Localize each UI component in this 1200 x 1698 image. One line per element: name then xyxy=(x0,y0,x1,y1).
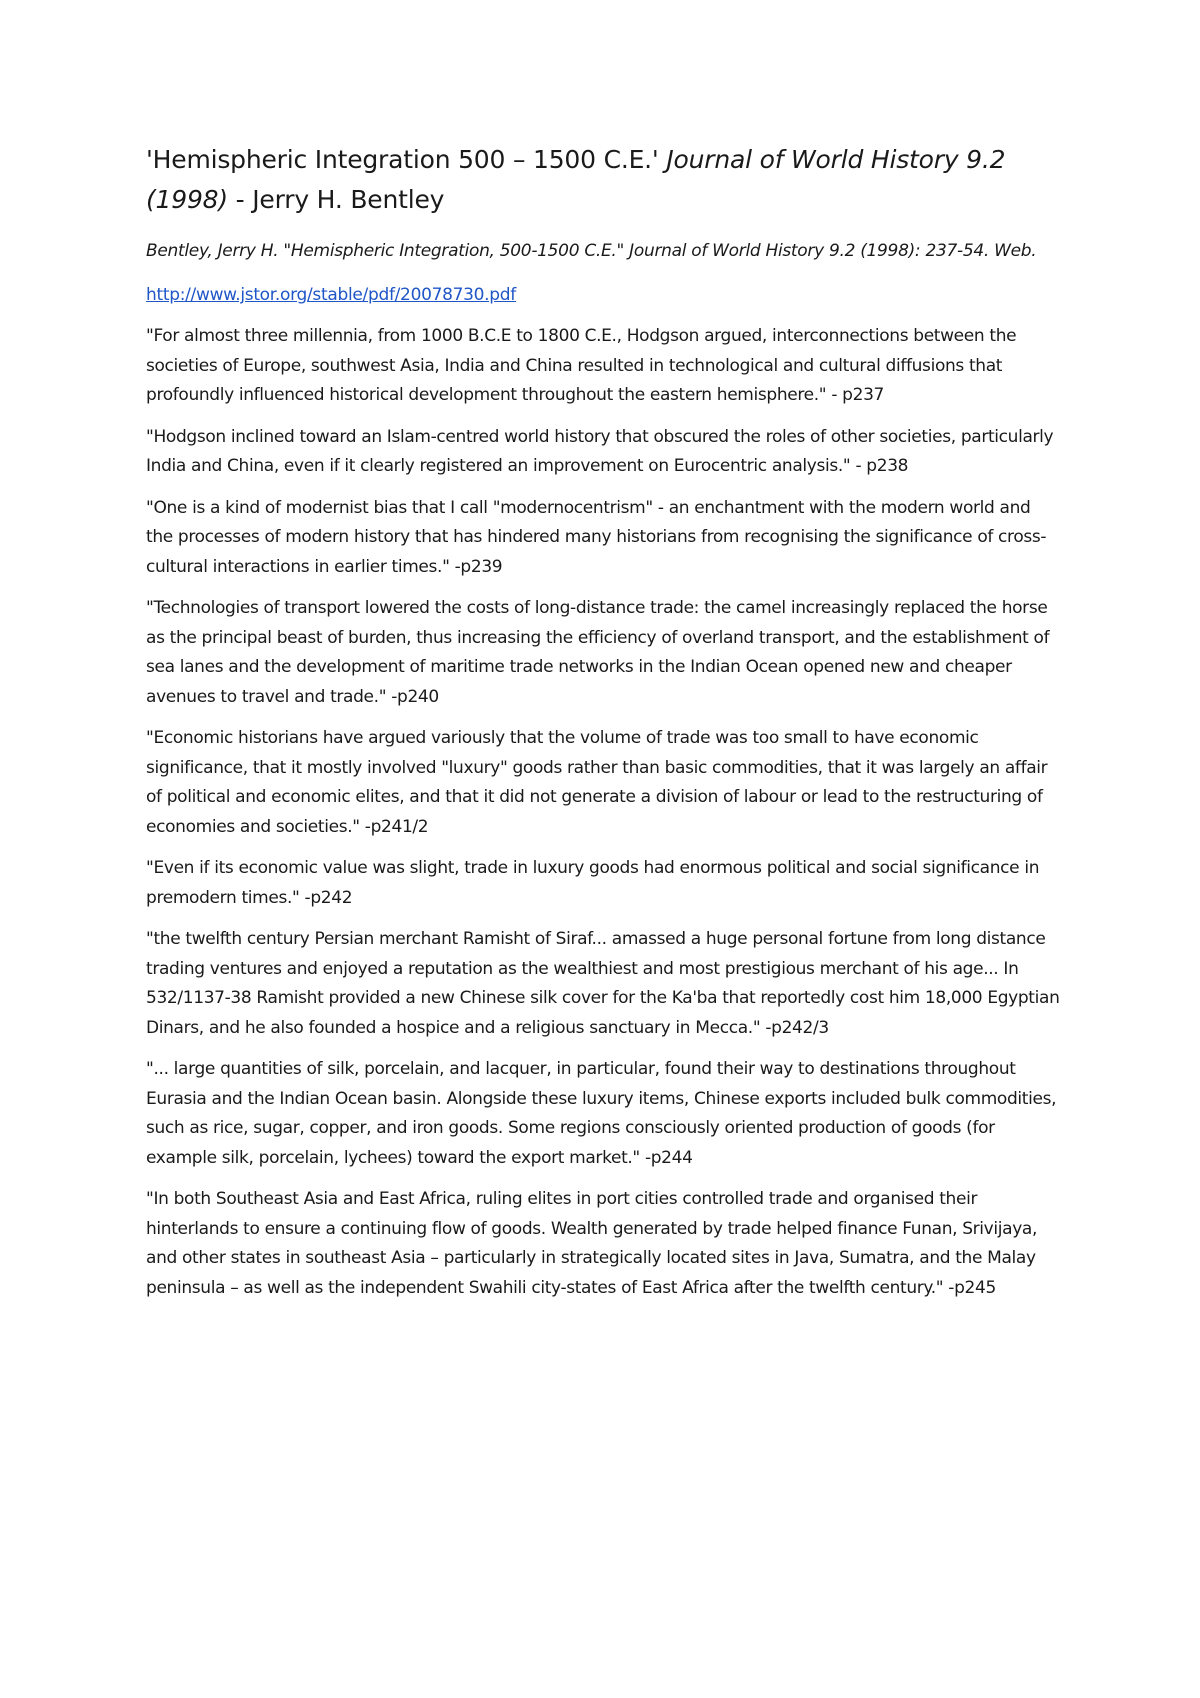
document-page xyxy=(146,140,1061,1315)
title-text: 'Hemispheric Integration 500 – 1500 C.E.' xyxy=(146,145,667,174)
title-journal: Journal of World History 9.2 (1998) xyxy=(146,145,1006,214)
quote-p245: "In both Southeast Asia and East Africa, ruling elites in port cities controlled trade and organised their hinterlands to ensure a continuing flow of goods. Wealth generated by trade helped finance Funan, Srivijaya, and other states in southeast Asia – particularly in strategically located sites in Java, Sumatra, and the Malay peninsula – as well as the independent Swahili city-states of East Africa after the twelfth century." -p245 xyxy=(146,1189,1038,1298)
quote-p240: "Technologies of transport lowered the costs of long-distance trade: the camel increasingly replaced the horse as the principal beast of burden, thus increasing the efficiency of overland transport, and the establishment of sea lanes and the development of maritime trade networks in the Indian Ocean opened new and cheaper avenues to travel and trade." -p240 xyxy=(146,598,1050,707)
document-title xyxy=(146,140,1061,220)
quote-p238: "Hodgson inclined toward an Islam-centred world history that obscured the roles of other societies, particularly India and China, even if it clearly registered an improvement on Eurocentric analysis." - p238 xyxy=(146,426,1054,476)
quote-p244: "... large quantities of silk, porcelain, and lacquer, in particular, found their way to destinations throughout Eurasia and the Indian Ocean basin. Alongside these luxury items, Chinese exports included bulk commodities, such as rice, sugar, copper, and iron goods. Some regions consciously oriented production of goods (for example silk, porcelain, lychees) toward the export market." -p244 xyxy=(146,1059,1057,1168)
quote-p242-3: "the twelfth century Persian merchant Ramisht of Siraf... amassed a huge personal fortune from long distance trading ventures and enjoyed a reputation as the wealthiest and most prestigious merchant of his age... In 532/1137-38 Ramisht provided a new Chinese silk cover for the Ka'ba that reportedly cost him 18,000 Egyptian Dinars, and he also founded a hospice and a religious sanctuary in Mecca." -p242/3 xyxy=(146,929,1060,1038)
citation: Bentley, Jerry H. "Hemispheric Integration, 500-1500 C.E." Journal of World History 9.2 (1998): 237-54. Web. xyxy=(146,241,1037,261)
title-author: - Jerry H. Bentley xyxy=(227,185,445,214)
source-link[interactable]: http://www.jstor.org/stable/pdf/20078730.pdf xyxy=(146,285,516,305)
quote-p241: "Economic historians have argued variously that the volume of trade was too small to have economic significance, that it mostly involved "luxury" goods rather than basic commodities, that it was largely an affair of political and economic elites, and that it did not generate a division of labour or lead to the restructuring of economies and societies." -p241/2 xyxy=(146,728,1048,837)
quote-p237: "For almost three millennia, from 1000 B.C.E to 1800 C.E., Hodgson argued, interconnections between the societies of Europe, southwest Asia, India and China resulted in technological and cultural diffusions that profoundly influenced historical development throughout the eastern hemisphere." - p237 xyxy=(146,326,1017,405)
quote-p242: "Even if its economic value was slight, trade in luxury goods had enormous political and social significance in premodern times." -p242 xyxy=(146,858,1040,908)
quote-p239: "One is a kind of modernist bias that I call "modernocentrism" - an enchantment with the modern world and the processes of modern history that has hindered many historians from recognising the significance of cross-cultural interactions in earlier times." -p239 xyxy=(146,497,1047,577)
